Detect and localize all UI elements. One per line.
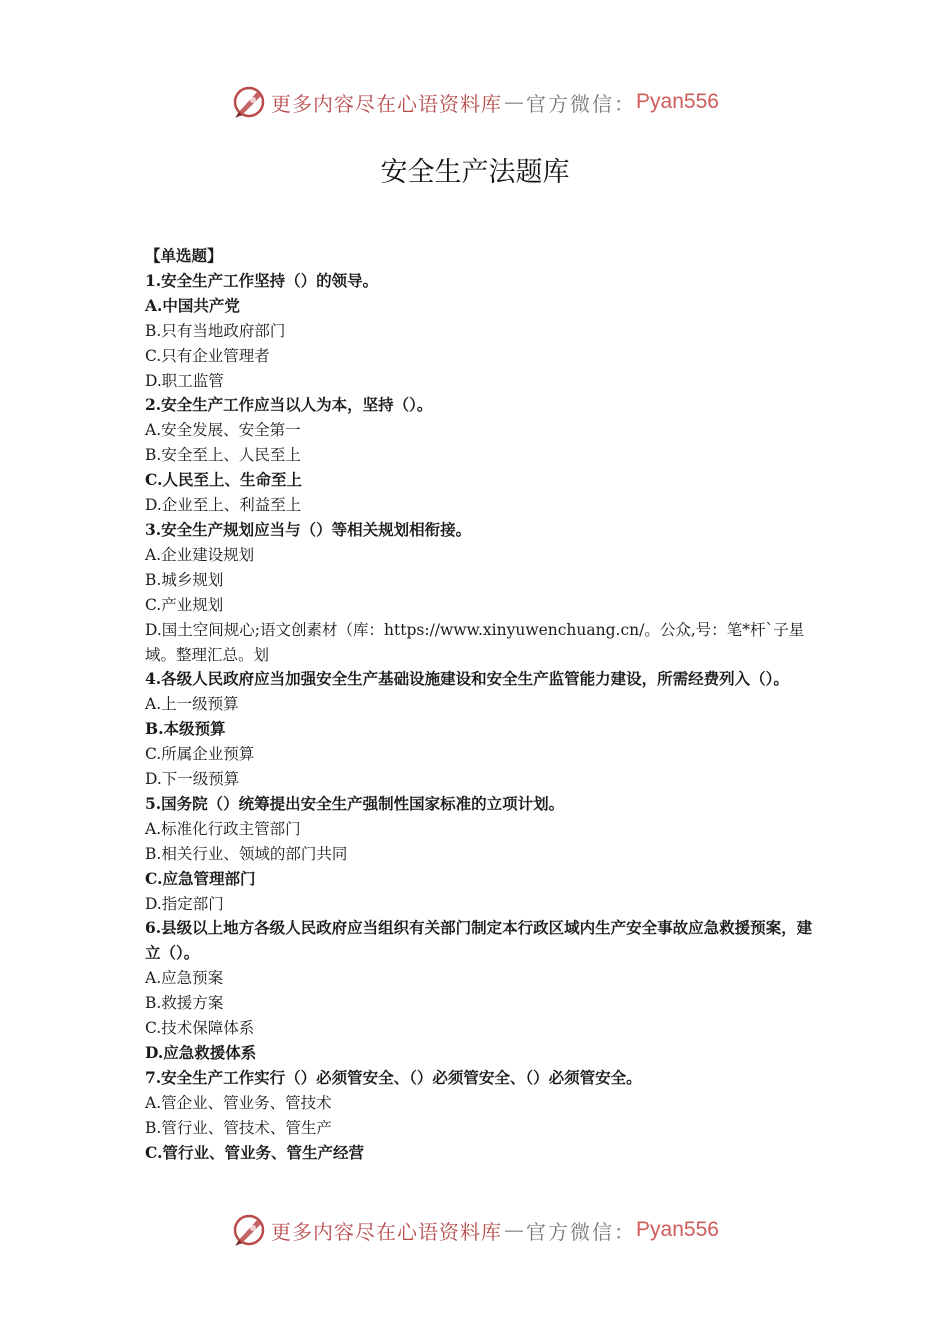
answer-option: B.救援方案 [145, 994, 224, 1013]
answer-option: A.管企业、管业务、管技术 [145, 1093, 332, 1112]
answer-option: C.所属企业预算 [145, 745, 255, 764]
question-stem: 2.安全生产工作应当以人为本，坚持（）。 [145, 395, 433, 415]
question-stem: 3.安全生产规划应当与（）等相关规划相衔接。 [145, 519, 472, 539]
question-stem: 5.国务院（）统筹提出安全生产强制性国家标准的立项计划。 [145, 793, 565, 813]
answer-option: B.城乡规划 [145, 570, 224, 589]
banner-wechat-id: Pyan556 [636, 90, 719, 113]
answer-option: D.应急救援体系 [145, 1043, 257, 1062]
answer-option: B.相关行业、领域的部门共同 [145, 844, 348, 863]
answer-option: C.产业规划 [145, 595, 224, 614]
question-stem: 7.安全生产工作实行（）必须管安全、（）必须管安全、（）必须管安全。 [145, 1067, 642, 1087]
answer-option: A.中国共产党 [145, 295, 240, 315]
question-stem: 4.各级人民政府应当加强安全生产基础设施建设和安全生产监管能力建设，所需经费列入（）。 [145, 669, 789, 689]
answer-option: B.安全至上、人民至上 [145, 446, 301, 465]
answer-option: C.管行业、管业务、管生产经营 [145, 1142, 364, 1162]
answer-option: A.标准化行政主管部门 [145, 819, 301, 838]
answer-option: D.国土空间规心;语文创素材（库：https://www.xinyuwenchuang.cn/。公众,号：笔*杆`子星域。整理汇总。划 [145, 620, 805, 664]
answer-option: C.应急管理部门 [145, 868, 256, 888]
banner-separator: — [504, 1218, 525, 1242]
answer-option: A.应急预案 [145, 969, 224, 988]
answer-option: B.本级预算 [145, 719, 226, 739]
answer-option: A.上一级预算 [145, 695, 239, 714]
answer-option: D.指定部门 [145, 894, 224, 913]
answer-option: C.技术保障体系 [145, 1019, 255, 1038]
answer-option: C.只有企业管理者 [145, 346, 270, 365]
section-heading: 【单选题】 [145, 246, 223, 265]
footer-watermark-banner [0, 1210, 950, 1250]
answer-option: D.企业至上、利益至上 [145, 496, 302, 515]
question-stem: 6.县级以上地方各级人民政府应当组织有关部门制定本行政区域内生产安全事故应急救援预案，建立（）。 [145, 918, 813, 963]
answer-option: D.下一级预算 [145, 770, 240, 789]
banner-separator: — [504, 90, 525, 114]
document-title: 安全生产法题库 [380, 157, 570, 188]
question-lines [145, 269, 813, 1166]
banner-wechat-label: 官方微信： [526, 1219, 637, 1244]
answer-option: B.管行业、管技术、管生产 [145, 1118, 332, 1137]
pen-logo-icon [231, 1212, 267, 1248]
banner-text: 更多内容尽在心语资料库 [271, 91, 503, 116]
question-stem: 1.安全生产工作坚持（）的领导。 [145, 270, 379, 290]
banner-wechat-label: 官方微信： [526, 91, 637, 116]
question-list [145, 244, 813, 1166]
answer-option: C.人民至上、生命至上 [145, 470, 302, 490]
answer-option: A.企业建设规划 [145, 545, 255, 564]
header-watermark-banner [0, 82, 950, 122]
banner-wechat-id: Pyan556 [636, 1218, 719, 1241]
answer-option: B.只有当地政府部门 [145, 321, 286, 340]
answer-option: D.职工监管 [145, 371, 224, 390]
answer-option: A.安全发展、安全第一 [145, 421, 301, 440]
banner-text: 更多内容尽在心语资料库 [271, 1219, 503, 1244]
pen-logo-icon [231, 84, 267, 120]
